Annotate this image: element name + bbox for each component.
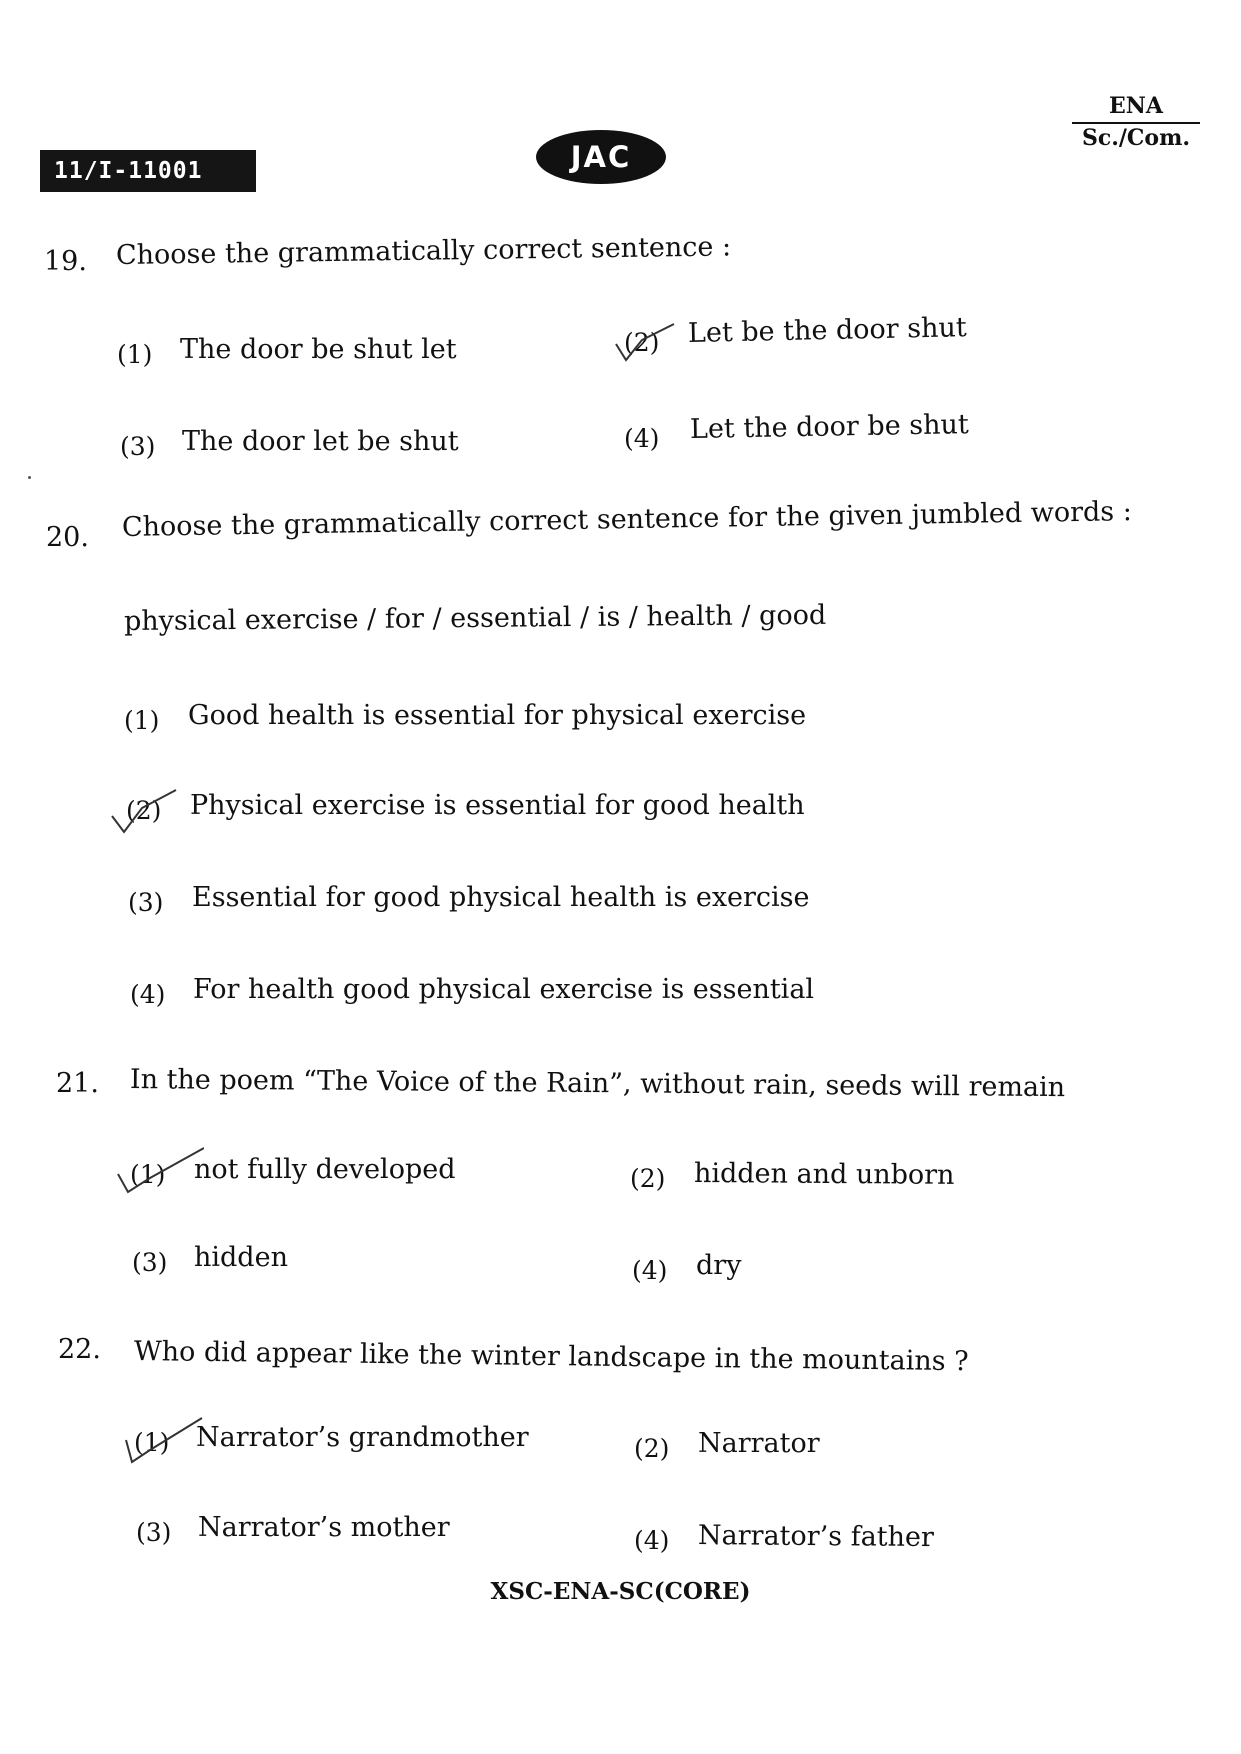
option-number: (4) [624, 424, 660, 453]
footer-code: XSC-ENA-SC(CORE) [490, 1578, 751, 1605]
option-number: (3) [120, 432, 156, 461]
option-text: hidden and unborn [693, 1158, 955, 1191]
checkmark-icon [114, 1144, 204, 1200]
board-logo: JAC [536, 130, 666, 184]
checkmark-icon [612, 318, 692, 368]
option-number: (2) [624, 328, 660, 357]
option-number: (3) [136, 1518, 172, 1547]
option-text: Let be the door shut [687, 312, 968, 349]
option-number: (1) [124, 706, 160, 735]
question-number: 21. [56, 1068, 99, 1099]
option-text: dry [696, 1250, 742, 1281]
subject-code: ENA [1072, 92, 1200, 124]
option-text: For health good physical exercise is essential [193, 974, 815, 1005]
question-text: Choose the grammatically correct sentence for the given jumbled words : [121, 496, 1133, 543]
option-number: (1) [134, 1428, 170, 1457]
stream-label: Sc./Com. [1081, 125, 1191, 151]
option-text: Physical exercise is essential for good health [190, 790, 805, 821]
option-text: Good health is essential for physical exercise [188, 700, 807, 731]
option-text: The door be shut let [180, 334, 457, 365]
option-text: Narrator’s father [697, 1520, 935, 1554]
option-text: hidden [194, 1242, 288, 1273]
option-text: Narrator’s mother [198, 1512, 450, 1543]
option-text: Narrator [698, 1428, 820, 1459]
option-text: Let the door be shut [689, 409, 969, 445]
option-text: The door let be shut [182, 426, 459, 457]
option-number: (4) [632, 1256, 668, 1285]
option-number: (1) [117, 340, 153, 369]
checkmark-icon [120, 1414, 210, 1470]
option-text: Narrator’s grandmother [196, 1422, 529, 1453]
option-number: (4) [130, 980, 166, 1009]
question-text: In the poem “The Voice of the Rain”, without rain, seeds will remain [129, 1064, 1066, 1104]
option-text: Essential for good physical health is exercise [192, 882, 810, 913]
option-number: (4) [634, 1526, 670, 1555]
option-number: (3) [128, 888, 164, 917]
option-number: (2) [126, 796, 162, 825]
option-number: (2) [630, 1164, 666, 1193]
speck [28, 476, 31, 479]
option-number: (2) [634, 1434, 670, 1463]
question-number: 20. [46, 522, 89, 553]
question-number: 22. [58, 1334, 101, 1365]
paper-code: 11/I-11001 [40, 150, 256, 192]
option-text: not fully developed [194, 1154, 456, 1185]
subject-header [1066, 92, 1206, 152]
option-number: (1) [130, 1160, 166, 1189]
question-text: Choose the grammatically correct sentence : [115, 231, 732, 271]
question-text: Who did appear like the winter landscape in the mountains ? [133, 1336, 969, 1378]
checkmark-icon [108, 786, 188, 836]
option-number: (3) [132, 1248, 168, 1277]
jumbled-words: physical exercise / for / essential / is / health / good [123, 599, 827, 637]
question-number: 19. [44, 246, 87, 277]
